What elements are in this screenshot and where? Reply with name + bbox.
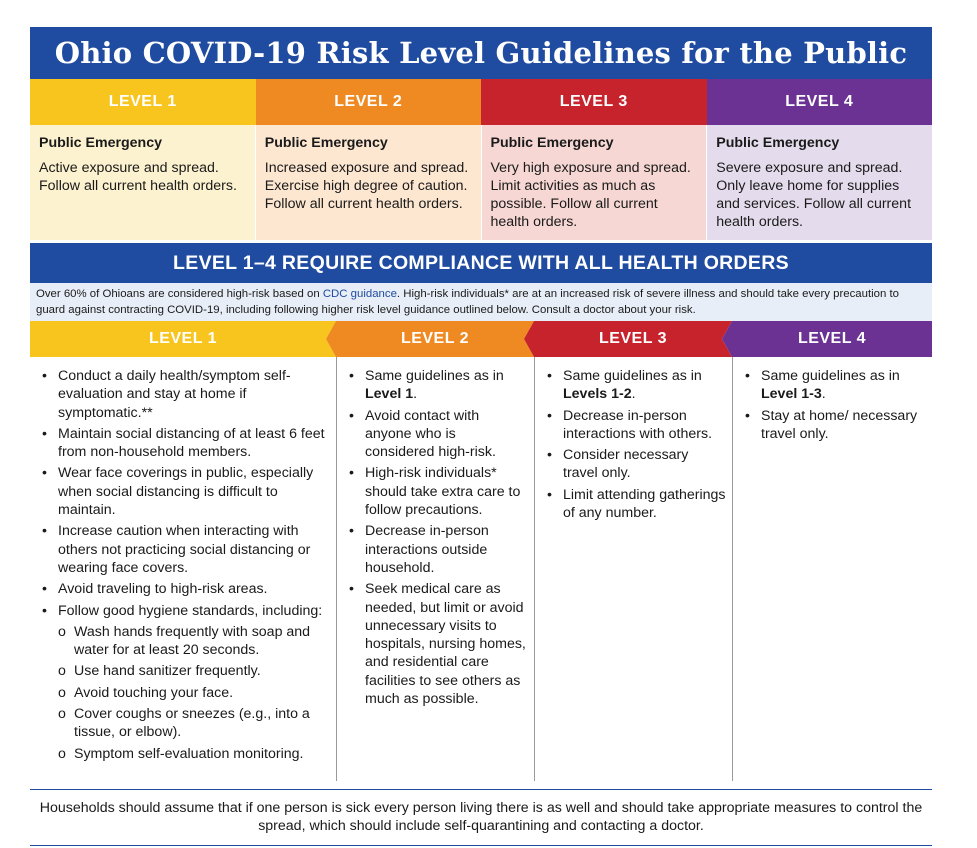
- list-item-text: Same guidelines as in: [365, 368, 504, 384]
- level-header-row: [30, 79, 932, 125]
- footer-bottom-rule: [30, 845, 932, 846]
- sub-list-item-text: Avoid touching your face.: [74, 684, 234, 701]
- sub-list-item-text: Wash hands frequently with soap and water for at least 20 seconds.: [74, 623, 311, 659]
- circle-bullet-icon: o: [58, 745, 66, 762]
- list-item: [40, 580, 330, 598]
- sub-list-item: [58, 684, 330, 702]
- list-item: [743, 367, 926, 404]
- bullet-icon: •: [547, 407, 552, 424]
- level-3-guidelines: [535, 357, 733, 781]
- level-3-text: Very high exposure and spread. Limit activities as much as possible. Follow all current health orders.: [490, 160, 691, 230]
- list-item: [40, 522, 330, 577]
- list-item: [347, 580, 528, 708]
- page-title: Ohio COVID-19 Risk Level Guidelines for the Public: [30, 27, 932, 79]
- level-3-list: [545, 367, 726, 522]
- list-item-text: Increase caution when interacting with others not practicing social distancing or wearing face covers.: [58, 523, 311, 576]
- circle-bullet-icon: o: [58, 706, 66, 723]
- list-item-text: High-risk individuals* should take extra care to follow precautions.: [365, 465, 521, 519]
- list-item: [347, 464, 528, 519]
- household-footer-note: Households should assume that if one person is sick every person living there is as well and should take appropriate measures to control the spread, which should include self-quarantining and contacting a doctor.: [39, 800, 923, 834]
- bullet-icon: •: [349, 581, 354, 598]
- bullet-icon: •: [547, 368, 552, 384]
- list-item-text: Avoid traveling to high-risk areas.: [58, 581, 268, 598]
- bullet-icon: •: [547, 447, 552, 464]
- bullet-icon: •: [349, 523, 354, 540]
- sub-list-item: [58, 662, 330, 680]
- level-1-arrow-label: LEVEL 1: [148, 330, 218, 347]
- list-item: [545, 407, 726, 444]
- list-item: [347, 407, 528, 462]
- level-4-text: Severe exposure and spread. Only leave home for supplies and services. Follow all current health orders.: [716, 160, 912, 230]
- list-item-text: Same guidelines as in: [761, 368, 900, 384]
- bullet-icon: •: [745, 368, 750, 384]
- level-4-description: [706, 125, 932, 240]
- list-item: [40, 425, 330, 462]
- note-text-before: Over 60% of Ohioans are considered high-risk based on: [36, 288, 323, 300]
- list-item: [347, 522, 528, 577]
- list-item: [347, 367, 528, 404]
- list-item: [743, 407, 926, 444]
- list-item-suffix: .: [631, 386, 636, 403]
- guideline-columns: [30, 357, 932, 781]
- bullet-icon: •: [42, 368, 47, 384]
- list-item-text: Consider necessary travel only.: [563, 447, 689, 482]
- level-1-heading: Public Emergency: [39, 135, 163, 151]
- list-item-bold: Level 1: [365, 386, 414, 403]
- level-1-text: Active exposure and spread. Follow all current health orders.: [39, 160, 237, 194]
- bullet-icon: •: [349, 368, 354, 384]
- level-1-header: LEVEL 1: [30, 79, 256, 125]
- level-2-list: [347, 367, 528, 708]
- level-3-arrow-label: LEVEL 3: [598, 330, 668, 347]
- hygiene-sublist: [58, 623, 330, 763]
- list-item-bold: Levels 1-2: [563, 386, 632, 403]
- level-arrow-row: [30, 321, 932, 357]
- bullet-icon: •: [42, 602, 47, 619]
- level-description-row: [30, 125, 932, 240]
- list-item-text: Decrease in-person interactions with others.: [563, 407, 713, 442]
- list-item: [40, 464, 330, 519]
- list-item: [40, 602, 330, 763]
- bullet-icon: •: [42, 581, 47, 598]
- list-item-text: Same guidelines as in: [563, 368, 702, 384]
- level-2-guidelines: [337, 357, 535, 781]
- bullet-icon: •: [42, 465, 47, 482]
- sub-list-item: [58, 623, 330, 660]
- bullet-icon: •: [42, 425, 47, 442]
- level-2-description: [255, 125, 481, 240]
- level-2-text: Increased exposure and spread. Exercise high degree of caution. Follow all current health orders.: [264, 160, 469, 212]
- list-item-text: Maintain social distancing of at least 6 feet from non-household members.: [58, 425, 325, 461]
- sub-list-item: [58, 705, 330, 742]
- level-4-list: [743, 367, 926, 443]
- level-2-header: LEVEL 2: [256, 79, 482, 125]
- list-item: [40, 367, 330, 422]
- list-item-suffix: .: [413, 386, 418, 403]
- list-item-text: Avoid contact with anyone who is considered high-risk.: [365, 407, 496, 461]
- sub-list-item-text: Cover coughs or sneezes (e.g., into a tissue, or elbow).: [74, 706, 310, 741]
- bullet-icon: •: [42, 523, 47, 540]
- list-item-text: Seek medical care as needed, but limit or avoid unnecessary visits to hospitals, nursing homes, and residential care facilities to see others as much as possible.: [365, 581, 526, 708]
- note-text-after: . High-risk individuals* are at an increased risk of severe illness and should take every precaution to guard against contracting COVID-19, including following higher risk level guidance outlined below. Consult a doctor about your risk.: [36, 288, 899, 316]
- bullet-icon: •: [547, 486, 552, 503]
- level-3-header: LEVEL 3: [481, 79, 707, 125]
- level-1-guidelines: [30, 357, 337, 781]
- list-item-text: Stay at home/ necessary travel only.: [761, 407, 918, 442]
- list-item-bold: Level 1-3: [761, 386, 822, 403]
- high-risk-note: [30, 283, 932, 321]
- circle-bullet-icon: o: [58, 663, 66, 680]
- bullet-icon: •: [745, 407, 750, 424]
- list-item: [545, 486, 726, 523]
- circle-bullet-icon: o: [58, 684, 66, 701]
- level-4-header: LEVEL 4: [707, 79, 933, 125]
- compliance-banner: LEVEL 1–4 REQUIRE COMPLIANCE WITH ALL HEALTH ORDERS: [30, 243, 932, 283]
- list-item-text: Wear face coverings in public, especially when social distancing is difficult to maintain.: [58, 465, 314, 519]
- sub-list-item-text: Symptom self-evaluation monitoring.: [74, 745, 304, 762]
- sub-list-item-text: Use hand sanitizer frequently.: [74, 663, 261, 680]
- level-2-arrow-label: LEVEL 2: [400, 330, 470, 347]
- circle-bullet-icon: o: [58, 623, 66, 640]
- level-1-list: [40, 367, 330, 763]
- level-3-description: [481, 125, 707, 240]
- list-item-text: Follow good hygiene standards, including:: [58, 602, 323, 619]
- list-item-text: Decrease in-person interactions outside household.: [365, 523, 489, 576]
- list-item-suffix: .: [821, 386, 826, 403]
- level-4-guidelines: [733, 357, 932, 781]
- guidelines-sheet: [30, 27, 932, 781]
- level-1-description: [30, 125, 255, 240]
- list-item-text: Conduct a daily health/symptom self-evaluation and stay at home if symptomatic.**: [58, 368, 291, 421]
- sub-list-item: [58, 745, 330, 763]
- level-4-arrow-label: LEVEL 4: [797, 330, 867, 347]
- footer-top-rule: [30, 789, 932, 790]
- level-2-heading: Public Emergency: [264, 135, 388, 151]
- list-item-text: Limit attending gatherings of any number.: [563, 486, 726, 522]
- bullet-icon: •: [349, 465, 354, 482]
- bullet-icon: •: [349, 407, 354, 424]
- list-item: [545, 446, 726, 483]
- cdc-guidance-link[interactable]: CDC guidance: [322, 288, 397, 300]
- list-item: [545, 367, 726, 404]
- level-4-heading: Public Emergency: [716, 135, 840, 151]
- level-3-heading: Public Emergency: [490, 135, 614, 151]
